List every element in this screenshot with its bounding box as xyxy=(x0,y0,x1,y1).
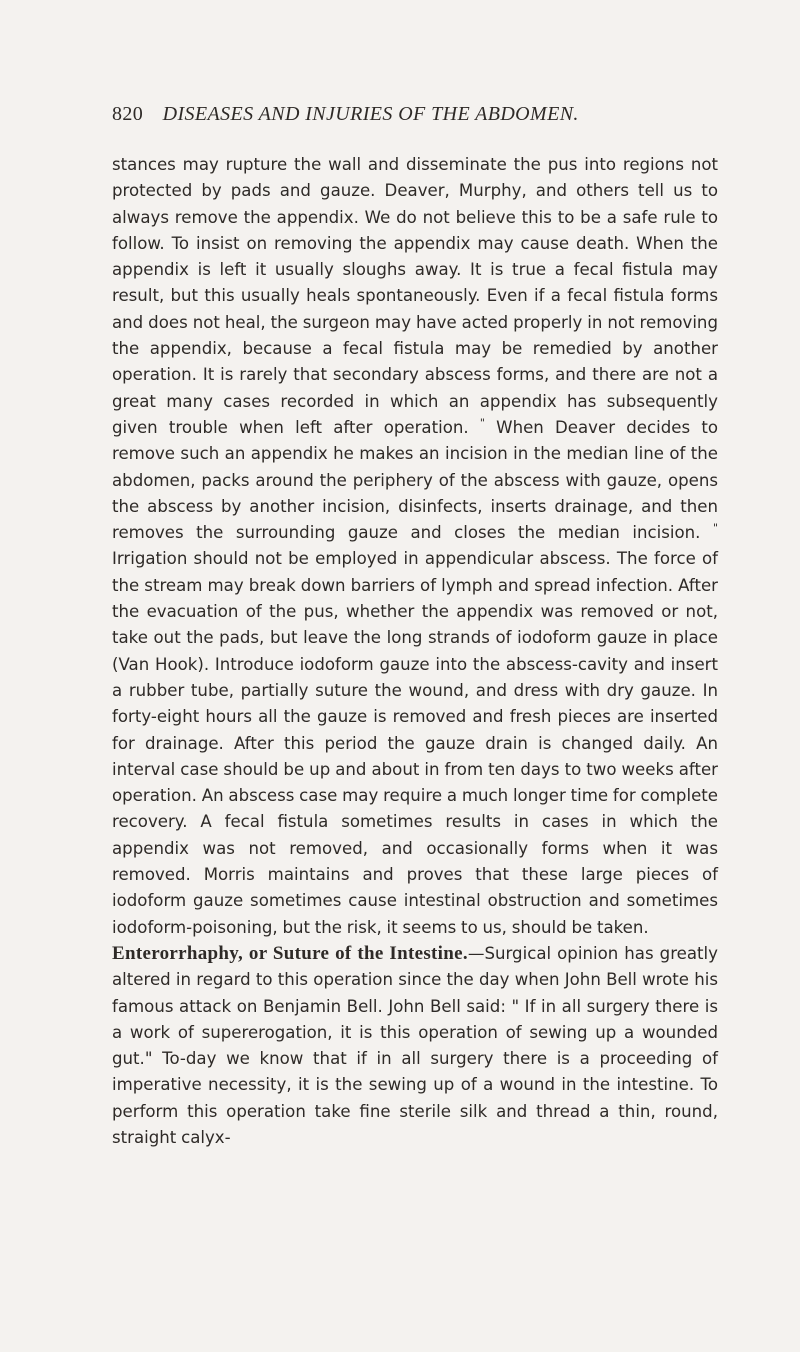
running-title: DISEASES AND INJURIES OF THE ABDOMEN. xyxy=(162,103,579,125)
quote-mark: " xyxy=(712,521,718,535)
paragraph xyxy=(112,941,718,1151)
paragraph-text: Irrigation should not be employed in appendicular abscess. The force of the stream may break down barriers of lymph and spread infection. After the evacuation of the pus, whether the appendix was removed or not, take out the pads, but leave the long strands of iodoform gauze in place (Van Hook). Introduce iodoform gauze into the abscess-cavity and insert a rubber tube, partially suture the wound, and dress with dry gauze. In forty-eight hours all the gauze is removed and fresh pieces are inserted for drainage. After this period the gauze drain is changed daily. An interval case should be up and about in from ten days to two weeks after operation. An abscess case may require a much longer time for complete recovery. A fecal fistula sometimes results in cases in which the appendix was not removed, and occasionally forms when it was removed. Morris maintains and proves that these large pieces of iodoform gauze sometimes cause intestinal obstruction and sometimes iodoform-poisoning, but the risk, it seems to us, should be taken. xyxy=(112,549,718,937)
paragraph-text: —Surgical opinion has greatly altered in regard to this operation since the day when John Bell wrote his famous attack on Benjamin Bell. John Bell said: " If in all surgery there is a work of supererogation, it is this operation of sewing up a wounded gut." To-day we know that if in all surgery there is a proceeding of imperative necessity, it is the sewing up of a wound in the intestine. To perform this operation take fine sterile silk and thread a thin, round, straight calyx- xyxy=(112,943,718,1147)
paragraph xyxy=(112,152,718,941)
running-header xyxy=(112,103,732,133)
page-number: 820 xyxy=(112,103,144,125)
paragraph-text: stances may rupture the wall and disseminate the pus into regions not protected by pads and gauze. Deaver, Murphy, and others tell us to always remove the appendix. We do not believe this to be a safe rule to follow. To insist on removing the appendix may cause death. When the appendix is left it usually sloughs away. It is true a fecal fistula may result, but this usually heals spontaneously. Even if a fecal fistula forms and does not heal, the surgeon may have acted properly in not removing the appendix, because a fecal fistula may be remedied by another operation. It is rarely that secondary abscess forms, and there are not a great many cases recorded in which an appendix has subsequently given trouble when left after operation. xyxy=(112,155,718,437)
quote-mark: " xyxy=(479,416,485,430)
paragraph-text: When Deaver decides to remove such an appendix he makes an incision in the median line of the abdomen, packs around the periphery of the abscess with gauze, opens the abscess by another incision, disinfects, inserts drainage, and then removes the surrounding gauze and closes the median incision. xyxy=(112,417,718,543)
section-heading: Enterorrhaphy, or Suture of the Intestine. xyxy=(112,942,468,964)
body-text xyxy=(112,152,718,1151)
